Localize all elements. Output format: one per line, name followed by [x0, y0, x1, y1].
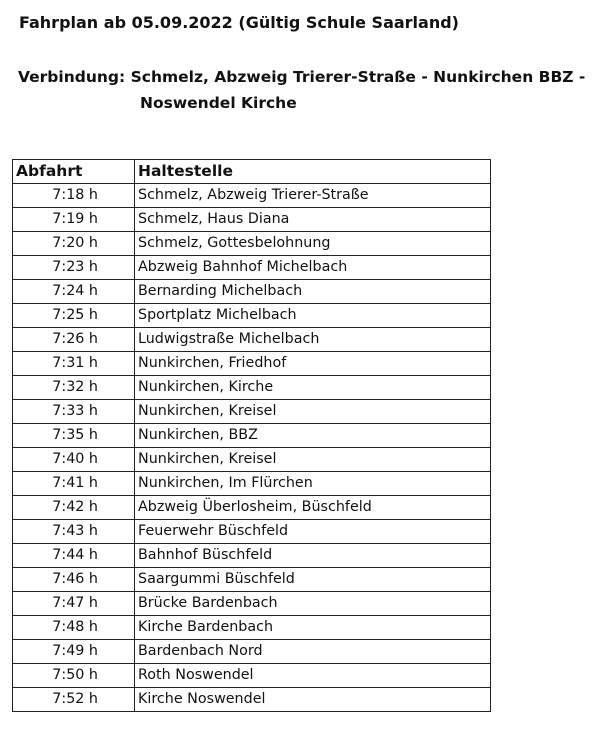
departure-time: 7:49 h	[13, 640, 135, 664]
table-row	[13, 256, 491, 280]
stop-name: Schmelz, Abzweig Trierer-Straße	[135, 184, 491, 208]
stop-name: Nunkirchen, Im Flürchen	[135, 472, 491, 496]
departure-time: 7:46 h	[13, 568, 135, 592]
table-row	[13, 496, 491, 520]
table-row	[13, 664, 491, 688]
table-row	[13, 448, 491, 472]
stop-name: Bardenbach Nord	[135, 640, 491, 664]
departure-time: 7:19 h	[13, 208, 135, 232]
table-row	[13, 568, 491, 592]
timetable	[12, 159, 491, 712]
departure-time: 7:25 h	[13, 304, 135, 328]
table-row	[13, 376, 491, 400]
departure-time: 7:42 h	[13, 496, 135, 520]
departure-time: 7:40 h	[13, 448, 135, 472]
table-row	[13, 280, 491, 304]
departure-time: 7:26 h	[13, 328, 135, 352]
column-header-stop: Haltestelle	[135, 160, 491, 184]
connection-line-1: Verbindung: Schmelz, Abzweig Trierer-Straße - Nunkirchen BBZ -	[18, 68, 586, 86]
stop-name: Nunkirchen, Kreisel	[135, 448, 491, 472]
table-row	[13, 424, 491, 448]
departure-time: 7:31 h	[13, 352, 135, 376]
departure-time: 7:35 h	[13, 424, 135, 448]
departure-time: 7:43 h	[13, 520, 135, 544]
table-row	[13, 472, 491, 496]
stop-name: Nunkirchen, Friedhof	[135, 352, 491, 376]
stop-name: Sportplatz Michelbach	[135, 304, 491, 328]
table-row	[13, 544, 491, 568]
stop-name: Bahnhof Büschfeld	[135, 544, 491, 568]
table-row	[13, 184, 491, 208]
table-row	[13, 304, 491, 328]
table-row	[13, 640, 491, 664]
stop-name: Saargummi Büschfeld	[135, 568, 491, 592]
table-row	[13, 328, 491, 352]
table-row	[13, 352, 491, 376]
connection-line-2: Noswendel Kirche	[140, 94, 297, 112]
stop-name: Abzweig Überlosheim, Büschfeld	[135, 496, 491, 520]
departure-time: 7:52 h	[13, 688, 135, 712]
departure-time: 7:47 h	[13, 592, 135, 616]
departure-time: 7:48 h	[13, 616, 135, 640]
stop-name: Schmelz, Haus Diana	[135, 208, 491, 232]
page-title: Fahrplan ab 05.09.2022 (Gültig Schule Saarland)	[19, 13, 459, 32]
stop-name: Roth Noswendel	[135, 664, 491, 688]
stop-name: Brücke Bardenbach	[135, 592, 491, 616]
departure-time: 7:32 h	[13, 376, 135, 400]
table-row	[13, 232, 491, 256]
table-row	[13, 208, 491, 232]
table-row	[13, 400, 491, 424]
departure-time: 7:44 h	[13, 544, 135, 568]
timetable-body	[13, 184, 491, 712]
stop-name: Ludwigstraße Michelbach	[135, 328, 491, 352]
stop-name: Nunkirchen, Kreisel	[135, 400, 491, 424]
table-row	[13, 520, 491, 544]
departure-time: 7:23 h	[13, 256, 135, 280]
column-header-departure: Abfahrt	[13, 160, 135, 184]
departure-time: 7:41 h	[13, 472, 135, 496]
departure-time: 7:33 h	[13, 400, 135, 424]
stop-name: Nunkirchen, BBZ	[135, 424, 491, 448]
stop-name: Schmelz, Gottesbelohnung	[135, 232, 491, 256]
departure-time: 7:18 h	[13, 184, 135, 208]
stop-name: Nunkirchen, Kirche	[135, 376, 491, 400]
stop-name: Feuerwehr Büschfeld	[135, 520, 491, 544]
table-row	[13, 592, 491, 616]
table-header-row	[13, 160, 491, 184]
stop-name: Abzweig Bahnhof Michelbach	[135, 256, 491, 280]
stop-name: Bernarding Michelbach	[135, 280, 491, 304]
connection-description	[18, 64, 585, 116]
departure-time: 7:20 h	[13, 232, 135, 256]
departure-time: 7:24 h	[13, 280, 135, 304]
table-row	[13, 616, 491, 640]
stop-name: Kirche Bardenbach	[135, 616, 491, 640]
table-row	[13, 688, 491, 712]
stop-name: Kirche Noswendel	[135, 688, 491, 712]
departure-time: 7:50 h	[13, 664, 135, 688]
